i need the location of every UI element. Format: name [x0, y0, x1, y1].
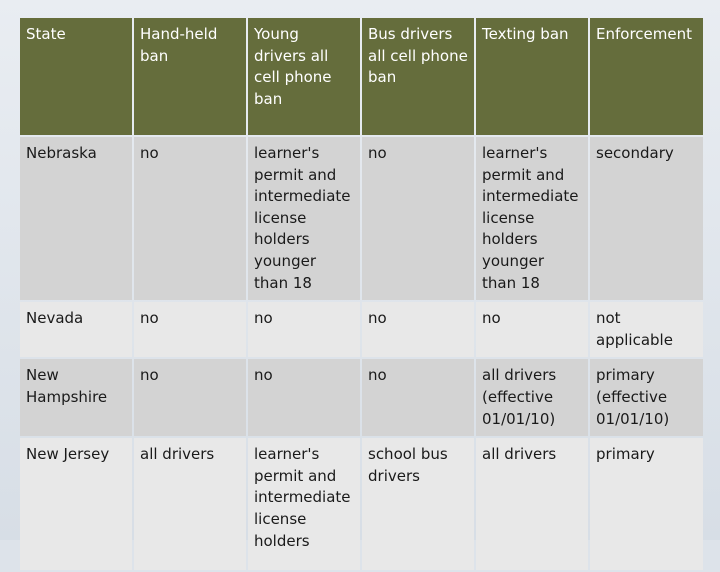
cell-bus-drivers-ban: no — [362, 137, 474, 300]
cell-texting-ban: all drivers (effective 01/01/10) — [476, 359, 588, 436]
cell-texting-ban: learner's permit and intermediate license holders younger than 18 — [476, 137, 588, 300]
cell-state: New Jersey — [20, 438, 132, 570]
cell-hand-held-ban: all drivers — [134, 438, 246, 570]
cell-bus-drivers-ban: no — [362, 302, 474, 357]
table-row — [20, 438, 703, 570]
cell-hand-held-ban: no — [134, 359, 246, 436]
cell-texting-ban: all drivers — [476, 438, 588, 570]
cell-state: Nevada — [20, 302, 132, 357]
cell-state: Nebraska — [20, 137, 132, 300]
table-row — [20, 137, 703, 300]
cell-bus-drivers-ban: no — [362, 359, 474, 436]
table-row — [20, 302, 703, 357]
cell-young-drivers-ban: learner's permit and intermediate license holders — [248, 438, 360, 570]
cell-young-drivers-ban: learner's permit and intermediate license holders younger than 18 — [248, 137, 360, 300]
table-header-row — [20, 18, 703, 135]
table-row — [20, 359, 703, 436]
cell-young-drivers-ban: no — [248, 302, 360, 357]
cell-enforcement: primary — [590, 438, 703, 570]
cell-hand-held-ban: no — [134, 137, 246, 300]
header-state: State — [20, 18, 132, 135]
header-enforcement: Enforcement — [590, 18, 703, 135]
cell-enforcement: primary (effective 01/01/10) — [590, 359, 703, 436]
cell-texting-ban: no — [476, 302, 588, 357]
cell-bus-drivers-ban: school bus drivers — [362, 438, 474, 570]
cell-enforcement: not applicable — [590, 302, 703, 357]
cell-phone-laws-table — [18, 16, 705, 572]
header-texting-ban: Texting ban — [476, 18, 588, 135]
header-bus-drivers-ban: Bus drivers all cell phone ban — [362, 18, 474, 135]
header-hand-held-ban: Hand-held ban — [134, 18, 246, 135]
cell-state: New Hampshire — [20, 359, 132, 436]
cell-enforcement: secondary — [590, 137, 703, 300]
header-young-drivers-ban: Young drivers all cell phone ban — [248, 18, 360, 135]
cell-young-drivers-ban: no — [248, 359, 360, 436]
cell-hand-held-ban: no — [134, 302, 246, 357]
